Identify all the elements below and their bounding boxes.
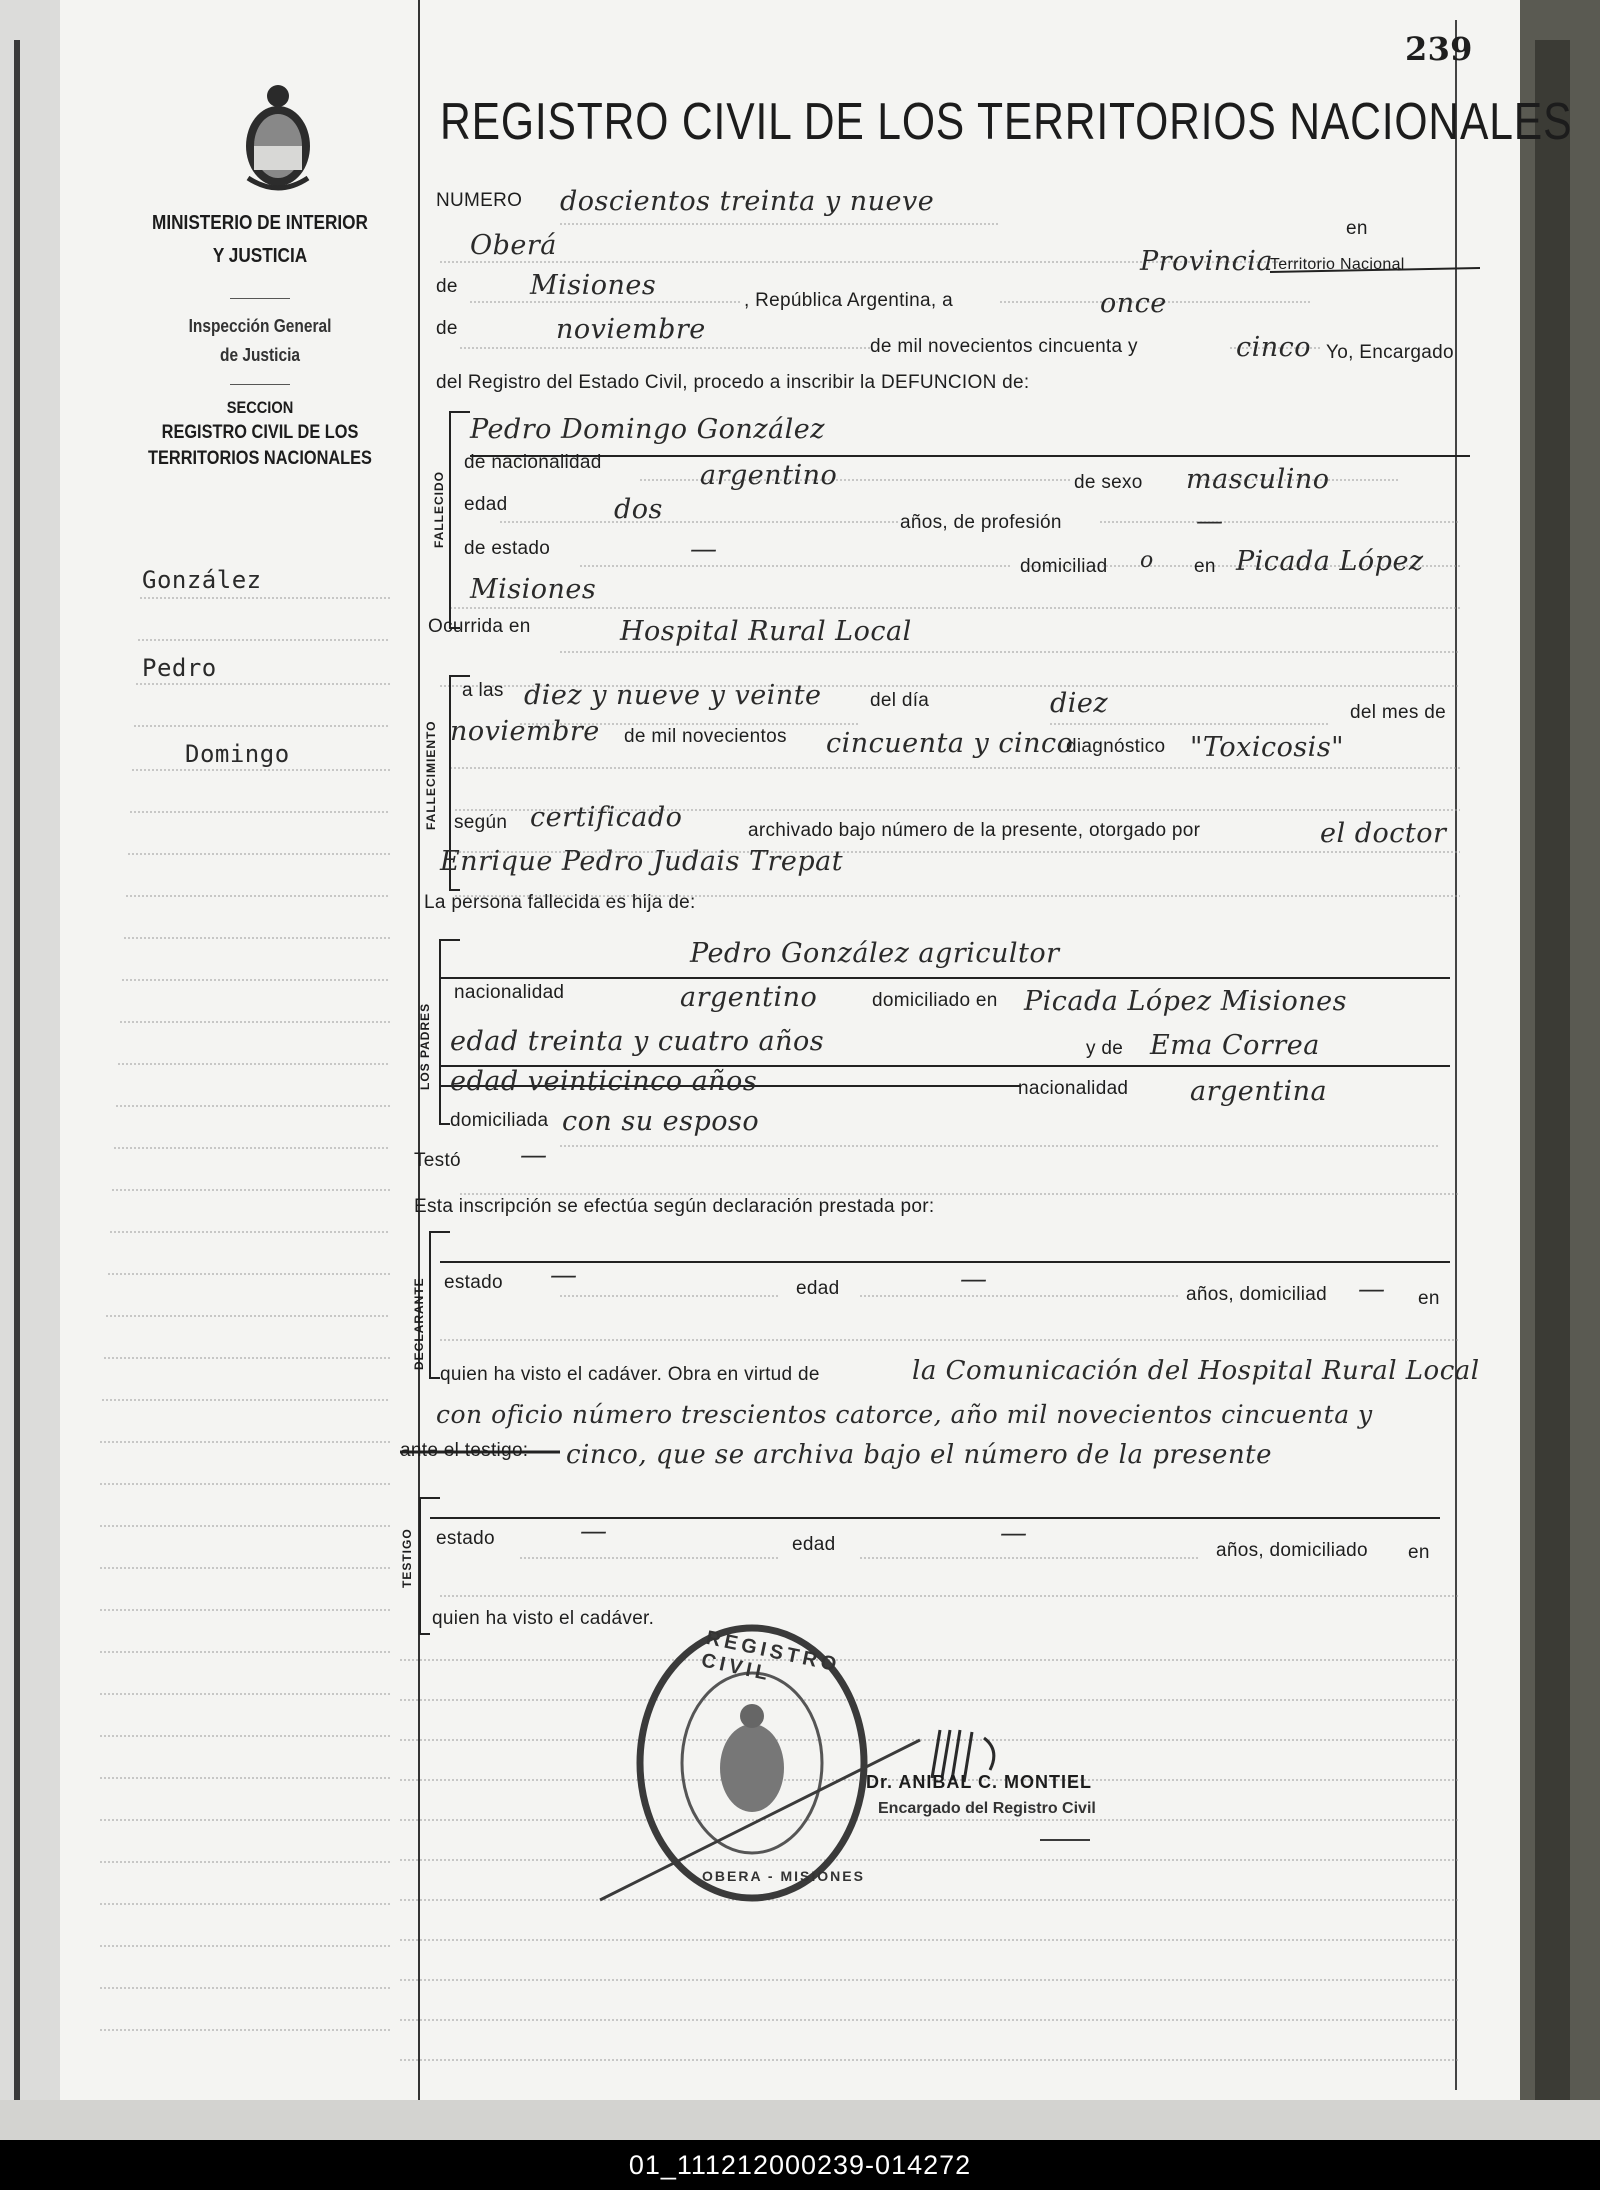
field-diagnostico: "Toxicosis" [1190, 732, 1345, 763]
field-provincia: Provincia [1140, 246, 1273, 277]
field-padre-nacionalidad: argentino [680, 982, 818, 1013]
signature-name: Dr. ANIBAL C. MONTIEL [866, 1772, 1093, 1792]
field-de-provincia: Misiones [530, 270, 657, 301]
field-numero: doscientos treinta y nueve [560, 186, 935, 217]
scan-id-footer: 01_111212000239-014272 [0, 2140, 1600, 2190]
index-name1: Pedro [142, 654, 217, 682]
signature-role: Encargado del Registro Civil [878, 1800, 1096, 1817]
field-localidad: Oberá [470, 230, 557, 261]
field-mes-fallecimiento: noviembre [450, 716, 600, 747]
label-sexo: de sexo [1074, 472, 1143, 493]
field-decl-domiciliado: — [1358, 1274, 1386, 1305]
index-name2: Domingo [185, 740, 290, 768]
label-anos-profesion: años, de profesión [900, 512, 1062, 533]
label-nacionalidad2: nacionalidad [454, 982, 565, 1003]
field-test-edad: — [1000, 1518, 1028, 1549]
label-edad: edad [464, 494, 508, 515]
section-testigo: TESTIGO [400, 1528, 414, 1588]
field-segun: certificado [530, 802, 683, 833]
field-doctor: Enrique Pedro Judais Trepat [440, 846, 844, 877]
field-padre: Pedro González agricultor [690, 938, 1060, 969]
page-number: 239 [1405, 30, 1473, 68]
section-line1: REGISTRO CIVIL DE LOS [161, 422, 359, 443]
label-edad-d: edad [796, 1278, 840, 1299]
label-edad-t: edad [792, 1534, 836, 1555]
label-archivado: archivado bajo número de la presente, otorgado por [748, 820, 1201, 841]
label-territorio-nacional: Territorio Nacional [1270, 256, 1405, 273]
stamp-text-top: REGISTRO CIVIL [699, 1626, 843, 1686]
field-madre: Ema Correa [1150, 1030, 1320, 1061]
stamp-text-bottom: OBERA - MISIONES [702, 1868, 865, 1884]
field-testo: — [520, 1140, 548, 1171]
label-de2: de [436, 318, 458, 339]
field-otorgado-por: el doctor [1320, 818, 1447, 849]
field-anio: cinco [1236, 332, 1312, 363]
ministry-line2: Y JUSTICIA [212, 245, 308, 267]
label-domiciliada: domiciliada [450, 1110, 549, 1131]
label-nacionalidad: de nacionalidad [464, 452, 602, 473]
section-line2: TERRITORIOS NACIONALES [148, 448, 372, 469]
label-de: de [436, 276, 458, 297]
field-sexo: masculino [1186, 464, 1330, 495]
field-nombre: Pedro Domingo González [470, 414, 825, 445]
field-padre-domicilio: Picada López Misiones [1024, 986, 1347, 1017]
section-fallecimiento: FALLECIMIENTO [424, 720, 438, 830]
label-en-d: en [1418, 1288, 1440, 1309]
field-obra-line2: con oficio número trescientos catorce, año mil novecientos cincuenta y [436, 1400, 1373, 1429]
label-estado-t: estado [436, 1528, 495, 1549]
label-a-las: a las [462, 680, 504, 701]
index-surname: González [142, 566, 262, 594]
section-label: SECCION [226, 398, 294, 417]
field-estado: — [690, 534, 718, 565]
label-anos-domiciliado-t: años, domiciliado [1216, 1540, 1368, 1561]
label-ante-testigo: ante el testigo: [400, 1440, 529, 1461]
label-del-dia: del día [870, 690, 930, 711]
field-padre-edad: edad treinta y cuatro años [450, 1026, 825, 1057]
label-estado: de estado [464, 538, 551, 559]
document-title: REGISTRO CIVIL DE LOS TERRITORIOS NACIONALES [440, 93, 1573, 151]
label-diagnostico: diagnóstico [1066, 736, 1166, 757]
label-de-mil-novecientos: de mil novecientos [624, 726, 787, 747]
field-a-dia: once [1100, 288, 1167, 319]
section-fallecido: FALLECIDO [432, 471, 446, 548]
field-madre-domicilio: con su esposo [562, 1106, 760, 1137]
label-y-de: y de [1086, 1038, 1124, 1059]
label-mil-novecientos: de mil novecientos cincuenta y [870, 336, 1138, 357]
label-testo: Testó [414, 1150, 461, 1171]
label-inscripcion: Esta inscripción se efectúa según declaración prestada por: [414, 1196, 935, 1217]
label-anos-domiciliado: años, domiciliad [1186, 1284, 1328, 1305]
field-domiciliado-suffix: o [1140, 548, 1154, 573]
label-quien-ha-visto: quien ha visto el cadáver. Obra en virtud de [440, 1364, 820, 1385]
field-nacionalidad: argentino [700, 460, 838, 491]
field-anio-fallecimiento: cincuenta y cinco [826, 728, 1074, 759]
label-estado-d: estado [444, 1272, 503, 1293]
field-domicilio2: Misiones [470, 574, 597, 605]
field-mes: noviembre [556, 314, 706, 345]
field-edad: dos [614, 494, 663, 525]
label-segun: según [454, 812, 508, 833]
inspection-line1: Inspección General [188, 316, 332, 336]
field-obra-line3: cinco, que se archiva bajo el número de la presente [566, 1440, 1273, 1470]
label-inscribir: del Registro del Estado Civil, procedo a inscribir la DEFUNCION de: [436, 372, 1030, 393]
label-quien-ha-visto-t: quien ha visto el cadáver. [432, 1608, 655, 1629]
field-decl-edad: — [960, 1264, 988, 1295]
section-los-padres: LOS PADRES [418, 1002, 432, 1090]
field-decl-estado: — [550, 1260, 578, 1291]
ministry-line1: MINISTERIO DE INTERIOR [152, 212, 368, 234]
section-declarante: DECLARANTE [412, 1277, 426, 1370]
label-domiciliado: domiciliad [1020, 556, 1108, 577]
field-hora: diez y nueve y veinte [524, 680, 822, 711]
label-del-mes-de: del mes de [1350, 702, 1446, 723]
label-en-t: en [1408, 1542, 1430, 1563]
field-dia: diez [1050, 688, 1109, 719]
label-hija-de: La persona fallecida es hija de: [424, 892, 696, 913]
label-domiciliado-en: domiciliado en [872, 990, 998, 1011]
field-madre-nacionalidad: argentina [1190, 1076, 1328, 1107]
field-test-estado: — [580, 1516, 608, 1547]
field-madre-edad: edad veinticinco años [450, 1066, 758, 1097]
label-ocurrida-en: Ocurrida en [428, 616, 531, 637]
field-ocurrida: Hospital Rural Local [620, 616, 912, 647]
label-en-dom: en [1194, 556, 1216, 577]
label-nacionalidad3: nacionalidad [1018, 1078, 1129, 1099]
label-numero: NUMERO [436, 190, 523, 211]
field-obra-virtud: la Comunicación del Hospital Rural Local [912, 1356, 1480, 1386]
inspection-line2: de Justicia [219, 345, 301, 365]
field-domicilio: Picada López [1236, 546, 1424, 577]
label-yo-encargado: Yo, Encargado [1326, 342, 1454, 363]
field-profesion: — [1196, 506, 1224, 537]
label-republica: , República Argentina, a [744, 290, 953, 311]
label-en: en [1346, 218, 1368, 239]
